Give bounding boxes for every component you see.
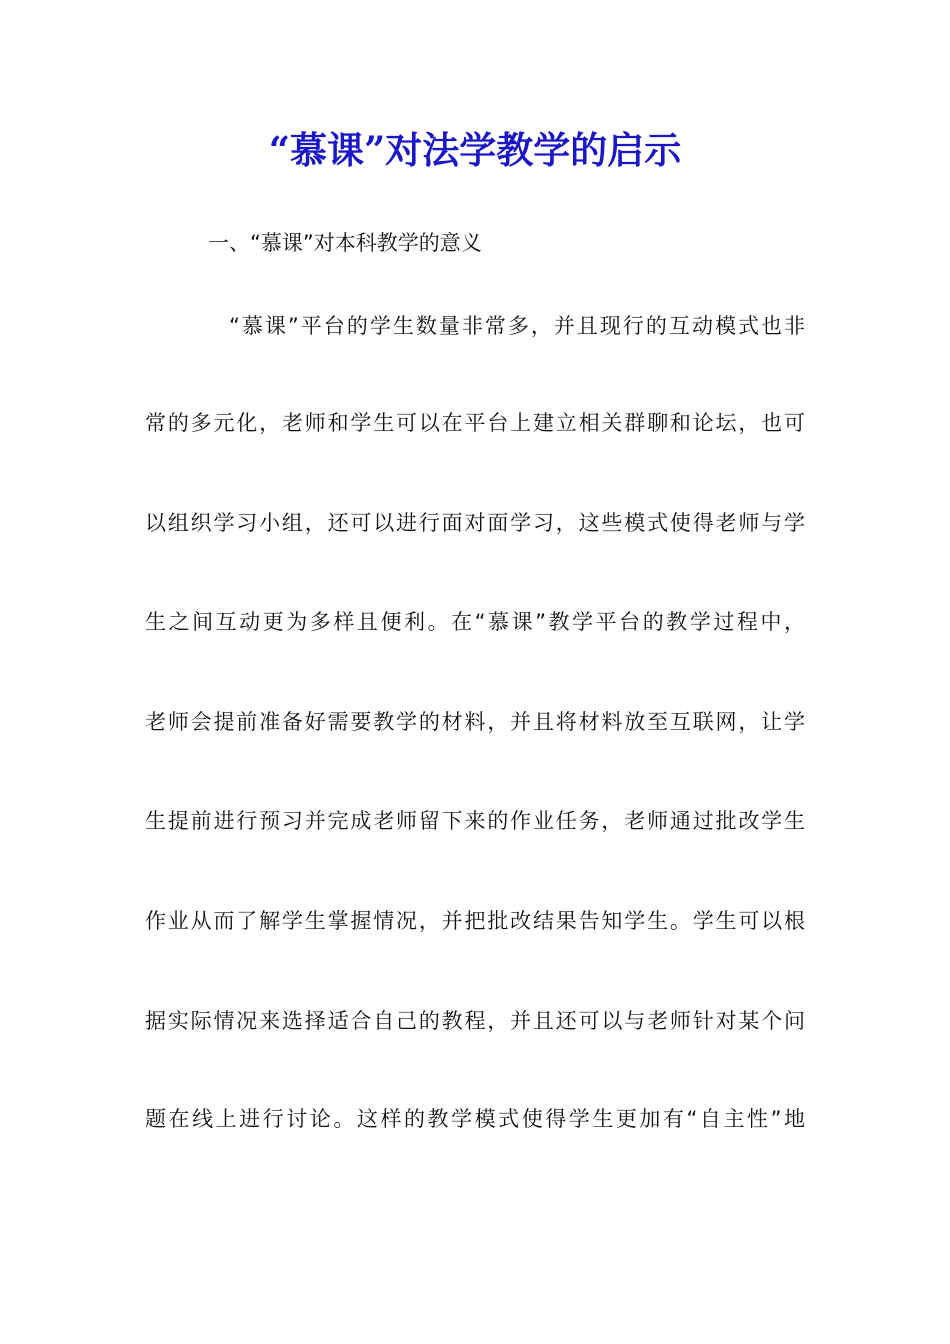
document-title: “慕课”对法学教学的启示 — [268, 128, 682, 172]
paragraph-line: “慕课”平台的学生数量非常多，并且现行的互动模式也非 — [229, 314, 805, 338]
paragraph-line: 以组织学习小组，还可以进行面对面学习，这些模式使得老师与学 — [145, 511, 805, 535]
section-heading: 一、“慕课”对本科教学的意义 — [208, 231, 482, 255]
paragraph-line: 作业从而了解学生掌握情况，并把批改结果告知学生。学生可以根 — [145, 909, 805, 933]
paragraph-line: 常的多元化，老师和学生可以在平台上建立相关群聊和论坛，也可 — [145, 411, 805, 435]
paragraph-line: 生之间互动更为多样且便利。在“慕课”教学平台的教学过程中， — [145, 610, 805, 634]
paragraph-line: 生提前进行预习并完成老师留下来的作业任务，老师通过批改学生 — [145, 809, 805, 833]
paragraph-line: 老师会提前准备好需要教学的材料，并且将材料放至互联网，让学 — [145, 710, 805, 734]
paragraph-line: 题在线上进行讨论。这样的教学模式使得学生更加有“自主性”地 — [145, 1107, 805, 1131]
paragraph-line: 据实际情况来选择适合自己的教程，并且还可以与老师针对某个问 — [145, 1009, 805, 1033]
